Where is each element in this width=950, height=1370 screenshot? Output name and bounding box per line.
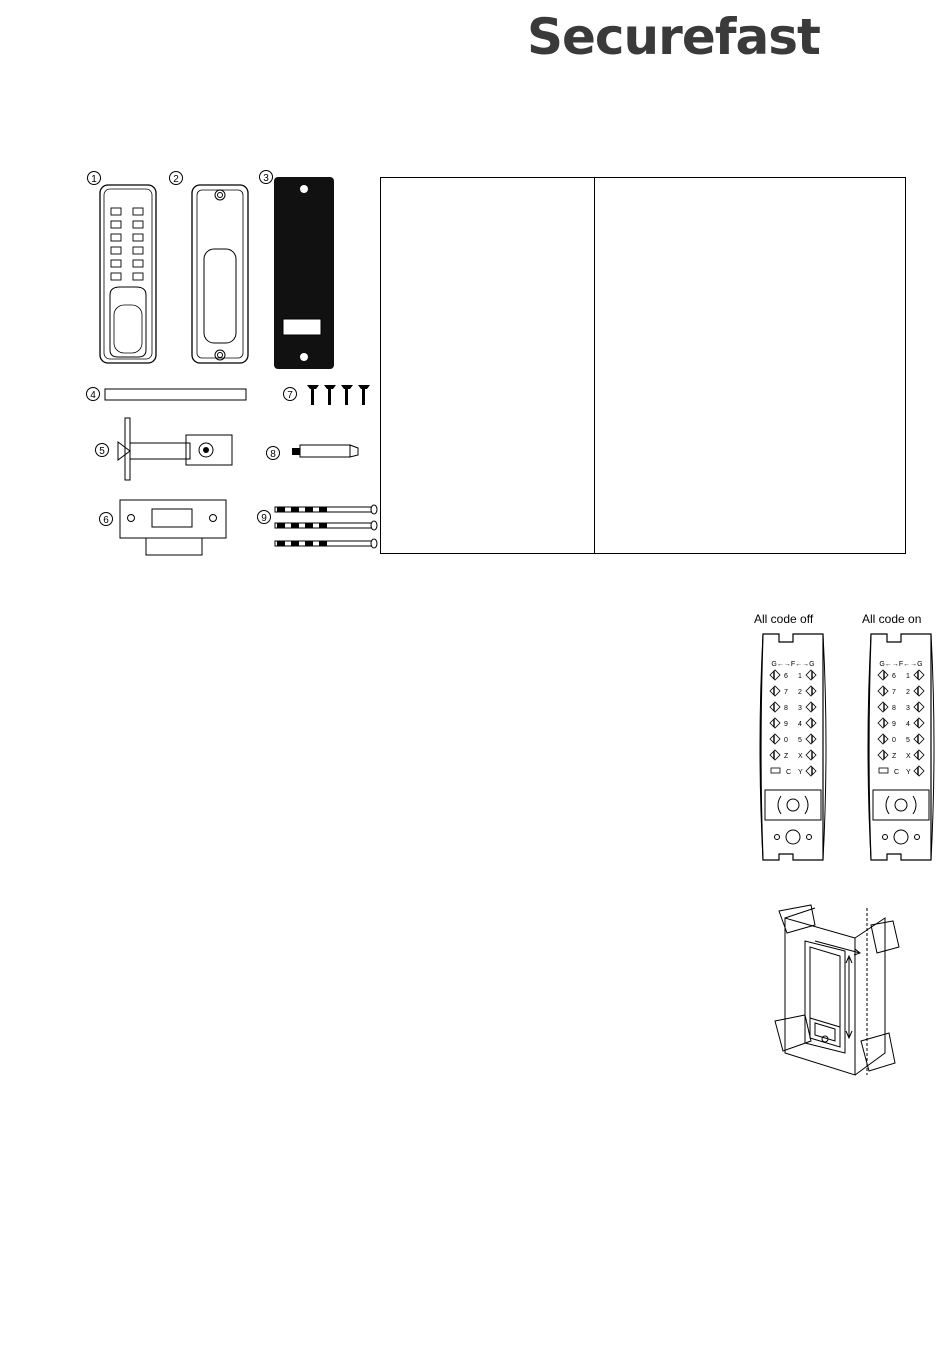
- svg-text:3: 3: [798, 705, 802, 712]
- svg-text:3: 3: [263, 173, 269, 184]
- svg-text:8: 8: [270, 449, 276, 460]
- svg-text:9: 9: [784, 721, 788, 728]
- svg-text:7: 7: [892, 689, 896, 696]
- svg-text:8: 8: [892, 705, 896, 712]
- svg-text:Z: Z: [892, 753, 897, 760]
- spindle-pin-icon: [267, 445, 359, 460]
- svg-text:5: 5: [906, 737, 910, 744]
- svg-text:0: 0: [892, 737, 896, 744]
- svg-text:0: 0: [784, 737, 788, 744]
- svg-text:C: C: [786, 769, 792, 776]
- svg-text:4: 4: [906, 721, 910, 728]
- wood-screws-icon: [284, 385, 371, 405]
- table-divider: [594, 178, 595, 553]
- svg-text:7: 7: [287, 390, 293, 401]
- svg-text:3: 3: [906, 705, 910, 712]
- svg-text:6: 6: [103, 515, 109, 526]
- spindle-bar-icon: [87, 388, 247, 402]
- all-code-off-label: All code off: [754, 612, 814, 626]
- code-plate-diagrams: [745, 628, 945, 868]
- svg-text:4: 4: [798, 721, 802, 728]
- back-plate-icon: [170, 172, 249, 364]
- svg-text:8: 8: [784, 705, 788, 712]
- svg-text:6: 6: [892, 673, 896, 680]
- rubber-gasket-icon: [260, 171, 335, 370]
- brand-logo: Securefast: [527, 8, 820, 66]
- svg-text:9: 9: [261, 513, 267, 524]
- svg-text:6: 6: [784, 673, 788, 680]
- svg-text:1: 1: [798, 673, 802, 680]
- svg-text:Z: Z: [784, 753, 789, 760]
- svg-text:X: X: [798, 753, 803, 760]
- svg-text:Y: Y: [798, 769, 803, 776]
- svg-text:X: X: [906, 753, 911, 760]
- all-code-off-plate: [760, 634, 826, 860]
- svg-text:5: 5: [99, 446, 105, 457]
- door-template-sketch: [765, 903, 905, 1078]
- svg-text:4: 4: [90, 390, 96, 401]
- svg-text:9: 9: [892, 721, 896, 728]
- all-code-on-label: All code on: [862, 612, 922, 626]
- parts-list-table: [380, 177, 906, 554]
- svg-text:1: 1: [906, 673, 910, 680]
- svg-text:C: C: [894, 769, 900, 776]
- svg-text:5: 5: [798, 737, 802, 744]
- all-code-on-plate: [868, 634, 934, 860]
- svg-text:2: 2: [798, 689, 802, 696]
- svg-text:2: 2: [906, 689, 910, 696]
- svg-text:1: 1: [91, 174, 97, 185]
- parts-illustration: [80, 165, 380, 565]
- strike-plate-icon: [100, 500, 227, 555]
- svg-text:G←→F←→G: G←→F←→G: [879, 661, 923, 668]
- svg-text:Y: Y: [906, 769, 911, 776]
- svg-text:7: 7: [784, 689, 788, 696]
- fixing-bolts-icon: [258, 505, 378, 548]
- svg-text:2: 2: [173, 174, 179, 185]
- keypad-front-plate-icon: [88, 172, 157, 364]
- latch-icon: [96, 418, 233, 480]
- svg-text:G←→F←→G: G←→F←→G: [771, 661, 815, 668]
